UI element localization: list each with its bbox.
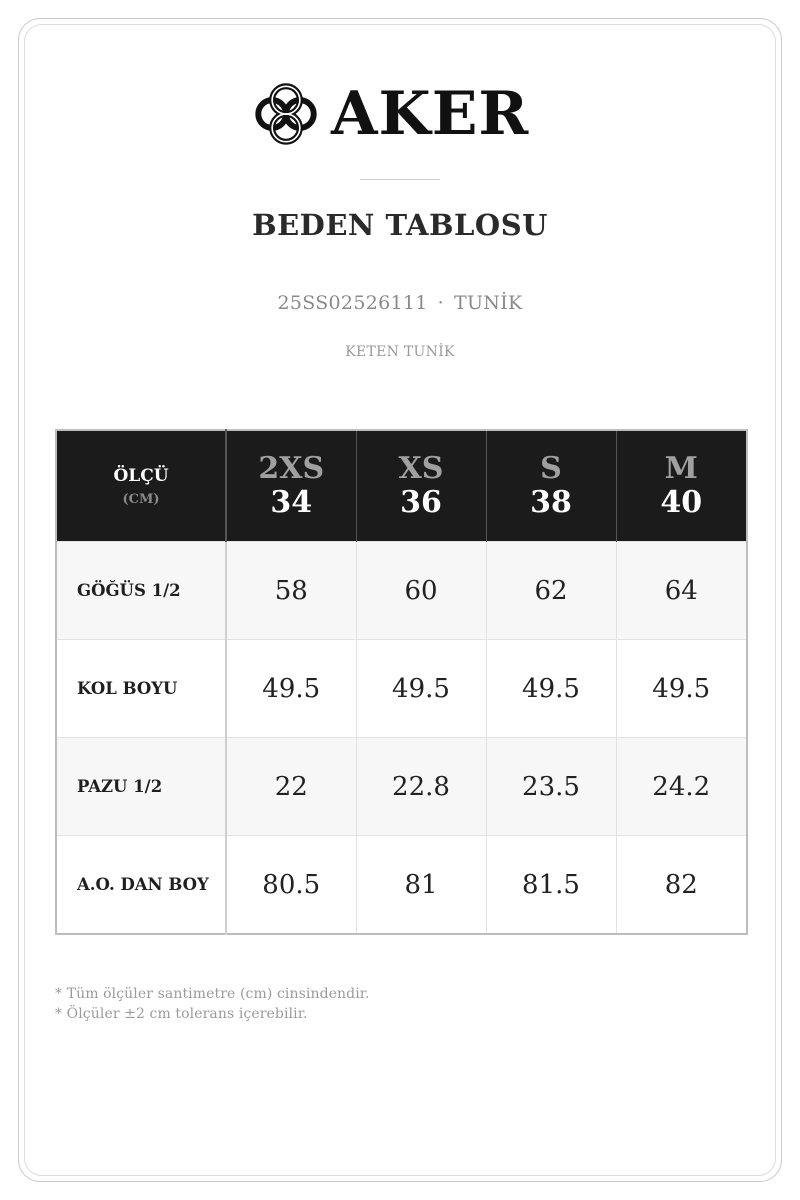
table-cell: 64 [616,542,747,640]
table-cell: 49.5 [616,640,747,738]
size-letter: 2XS [258,450,325,486]
subtitle-separator: · [437,292,444,314]
table-cell: 49.5 [226,640,356,738]
table-cell: 24.2 [616,738,747,836]
size-number: 34 [270,484,313,520]
header-size-m [616,430,747,542]
size-letter: S [540,450,562,486]
table-row [56,738,747,836]
product-type: TUNİK [454,292,523,314]
title-divider [360,179,440,180]
table-cell: 81 [356,836,486,935]
table-cell: 23.5 [486,738,616,836]
size-letter: XS [398,450,444,486]
size-number: 38 [530,484,572,520]
table-cell: 58 [226,542,356,640]
table-cell: 49.5 [356,640,486,738]
header-size-xs [356,430,486,542]
table-row [56,836,747,935]
size-number: 40 [660,484,703,520]
header-size-s [486,430,616,542]
footnote-units: * Tüm ölçüler santimetre (cm) cinsindendir. [55,986,370,1002]
row-label: KOL BOYU [56,640,226,738]
page-title: BEDEN TABLOSU [252,208,548,242]
table-cell: 82 [616,836,747,935]
table-row [56,542,747,640]
header-label: ÖLÇÜ [113,465,169,486]
row-label: A.O. DAN BOY [56,836,226,935]
table-cell: 80.5 [226,836,356,935]
header-size-2xs [226,430,356,542]
brand-logo [253,79,553,149]
table-cell: 22.8 [356,738,486,836]
brand-name: AKER [331,79,530,149]
row-label: PAZU 1/2 [56,738,226,836]
table-cell: 81.5 [486,836,616,935]
header-measurement [56,430,226,542]
table-cell: 62 [486,542,616,640]
table-header-row [56,430,747,542]
row-label: GÖĞÜS 1/2 [56,542,226,640]
header-unit: (CM) [122,491,160,507]
size-letter: M [664,450,698,486]
table-cell: 22 [226,738,356,836]
table-row [56,640,747,738]
product-name: KETEN TUNİK [345,344,455,360]
size-number: 36 [400,484,442,520]
table-cell: 49.5 [486,640,616,738]
footnote-tolerance: * Ölçüler ±2 cm tolerans içerebilir. [55,1006,308,1022]
product-subtitle [0,292,800,314]
size-chart-table [55,429,748,935]
product-code: 25SS02526111 [277,292,428,314]
table-cell: 60 [356,542,486,640]
knot-logo-icon [253,81,319,147]
